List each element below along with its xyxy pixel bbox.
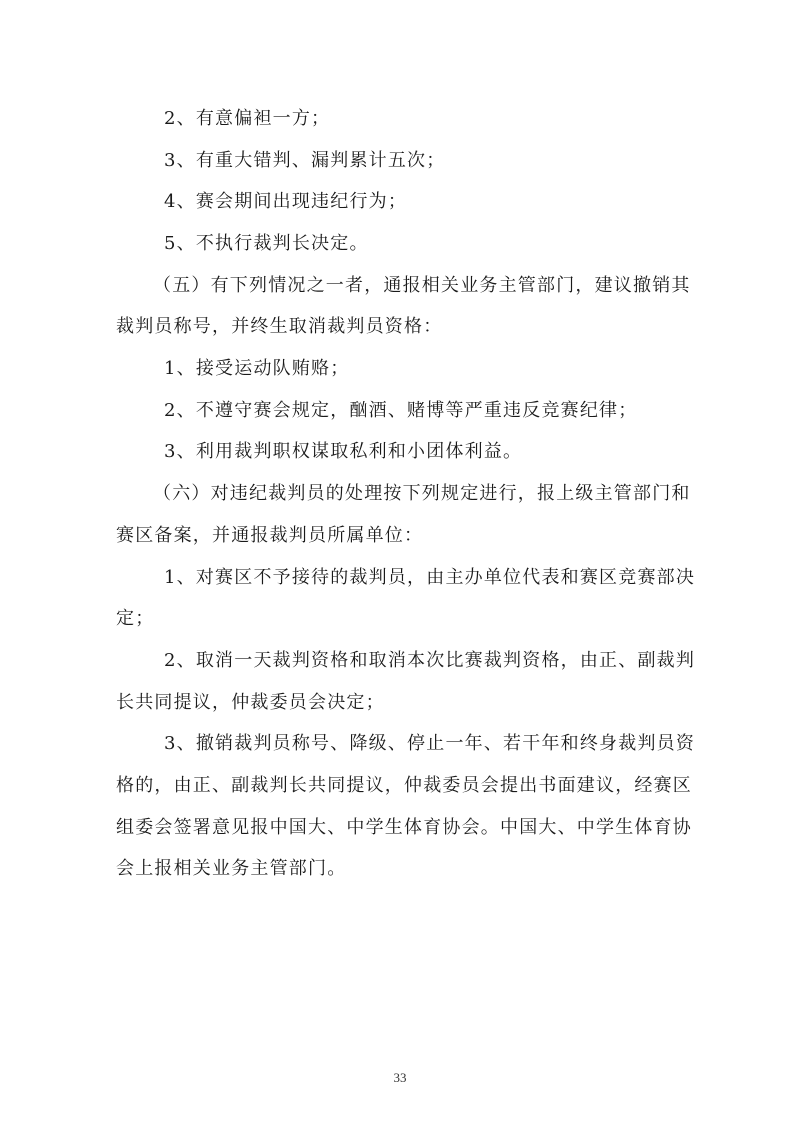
text-line: 2、有意偏袒一方； <box>164 108 331 129</box>
text-line: 5、不执行裁判长决定。 <box>164 233 369 254</box>
text-line: 2、不遵守赛会规定，酗酒、赌博等严重违反竞赛纪律； <box>164 400 638 421</box>
text-line: 组委会签署意见报中国大、中学生体育协会。中国大、中学生体育协 <box>116 817 692 838</box>
text-line: 3、利用裁判职权谋取私利和小团体利益。 <box>164 441 523 462</box>
text-line: 长共同提议，仲裁委员会决定； <box>116 692 385 713</box>
text-line: 会上报相关业务主管部门。 <box>116 858 347 879</box>
text-line: （五）有下列情况之一者，通报相关业务主管部门，建议撤销其 <box>153 275 691 296</box>
text-line: 2、取消一天裁判资格和取消本次比赛裁判资格，由正、副裁判 <box>164 650 696 671</box>
text-line: 格的，由正、副裁判长共同提议，仲裁委员会提出书面建议，经赛区 <box>116 775 692 796</box>
text-line: 4、赛会期间出现违纪行为； <box>164 191 408 212</box>
text-line: 赛区备案，并通报裁判员所属单位： <box>116 525 424 546</box>
text-line: （六）对违纪裁判员的处理按下列规定进行，报上级主管部门和 <box>153 483 691 504</box>
page-number: 33 <box>393 1070 407 1085</box>
text-line: 3、有重大错判、漏判累计五次； <box>164 150 446 171</box>
text-line: 定； <box>116 608 155 629</box>
text-line: 裁判员称号，并终生取消裁判员资格： <box>116 316 443 337</box>
text-line: 1、接受运动队贿赂； <box>164 358 350 379</box>
text-line: 3、撤销裁判员称号、降级、停止一年、若干年和终身裁判员资 <box>164 733 696 754</box>
text-line: 1、对赛区不予接待的裁判员，由主办单位代表和赛区竞赛部决 <box>164 567 696 588</box>
